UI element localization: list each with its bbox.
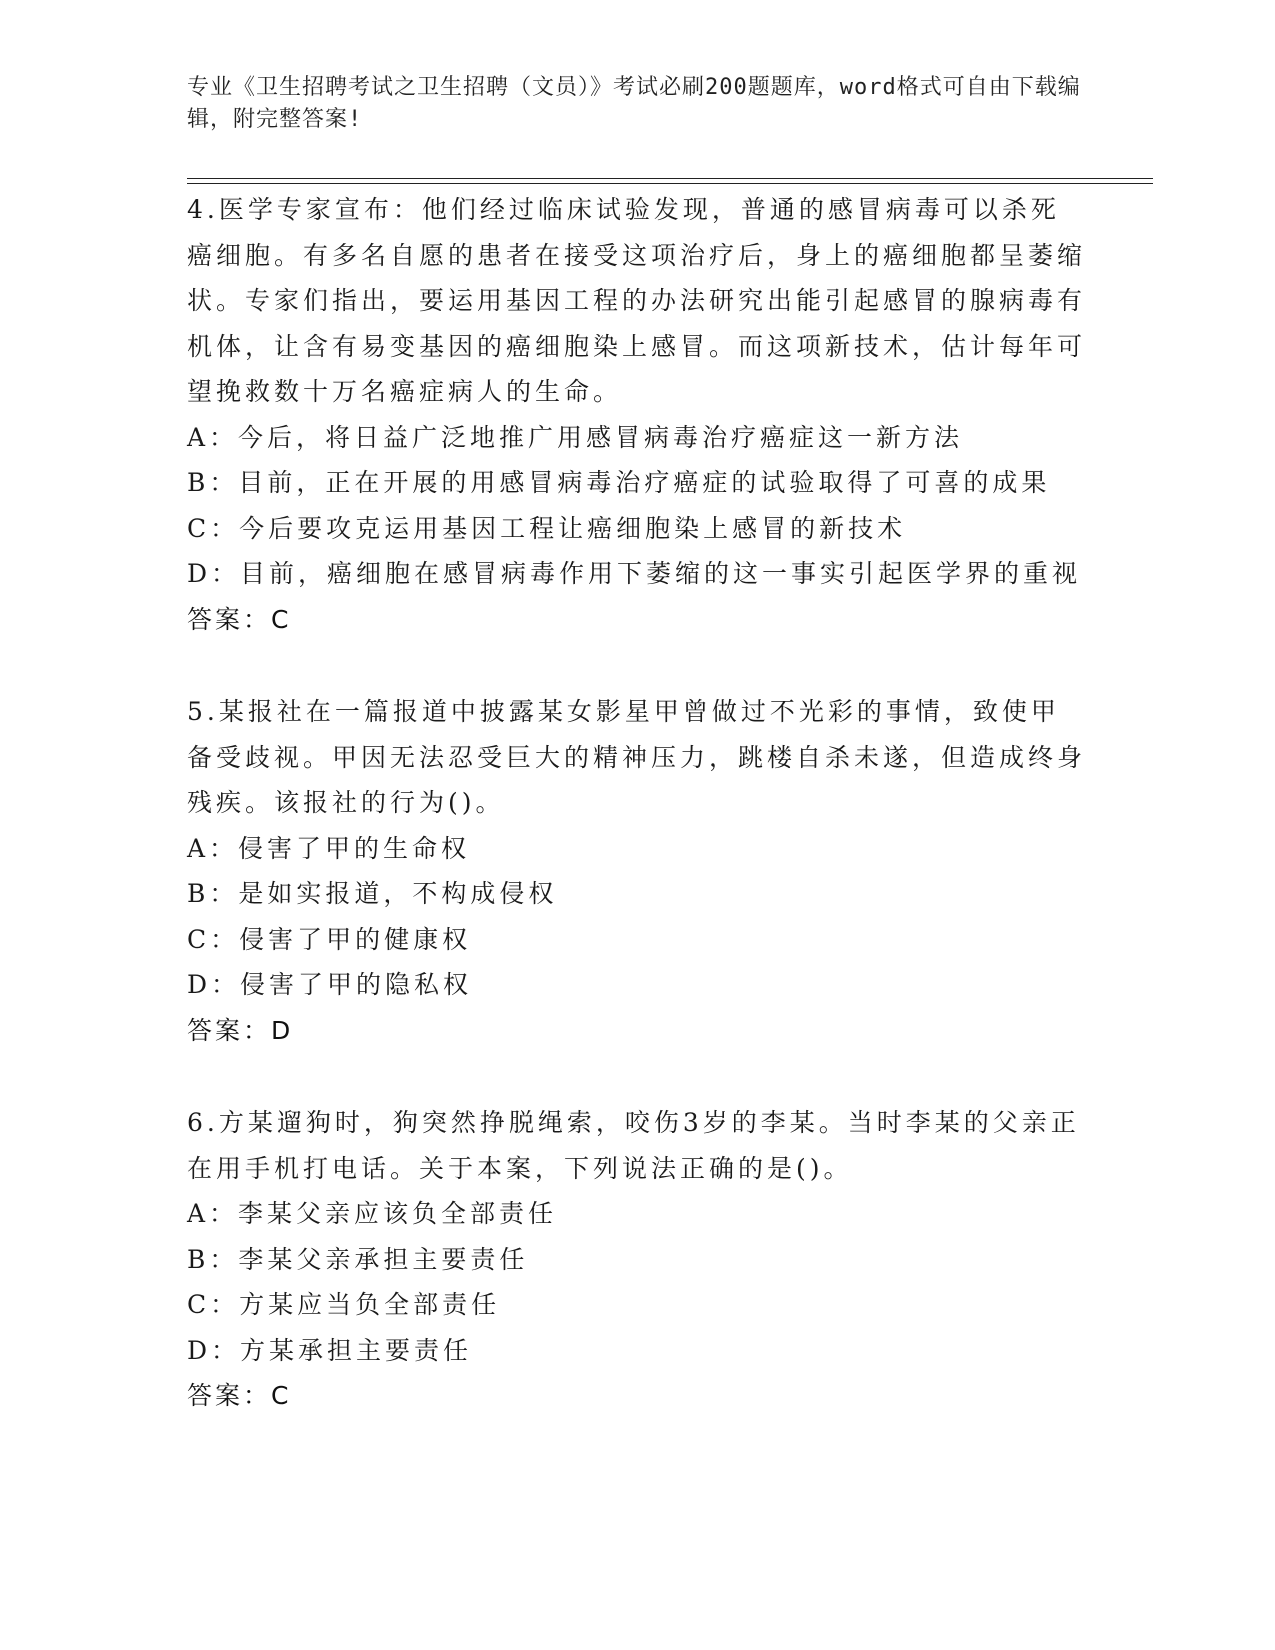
option-d: D：方某承担主要责任 [187,1335,473,1365]
option-b: B：是如实报道，不构成侵权 [187,879,558,908]
answer-line: 答案：C [187,604,292,634]
option-c: C：方某应当负全部责任 [187,1290,501,1319]
question-5 [187,689,1087,1053]
question-stem: 6.方某遛狗时，狗突然挣脱绳索，咬伤3岁的李某。当时李某的父亲正在用手机打电话。关于本案，下列说法正确的是()。 [187,1108,1080,1183]
header-rule-top [187,178,1153,179]
document-header: 专业《卫生招聘考试之卫生招聘（文员）》考试必刷200题题库，word格式可自由下载编辑，附完整答案! [187,75,1081,132]
option-c: C：今后要攻克运用基因工程让癌细胞染上感冒的新技术 [187,513,907,543]
option-d: D：目前，癌细胞在感冒病毒作用下萎缩的这一事实引起医学界的重视 [187,559,1082,588]
option-a: A：李某父亲应该负全部责任 [187,1199,558,1228]
option-d: D：侵害了甲的隐私权 [187,970,473,999]
question-stem: 5.某报社在一篇报道中披露某女影星甲曾做过不光彩的事情，致使甲备受歧视。甲因无法忍受巨大的精神压力，跳楼自杀未遂，但造成终身残疾。该报社的行为()。 [187,697,1087,817]
option-b: B：李某父亲承担主要责任 [187,1244,529,1274]
option-b: B：目前，正在开展的用感冒病毒治疗癌症的试验取得了可喜的成果 [187,468,1051,497]
header-rule-bottom [187,183,1153,184]
question-list [187,187,1087,1419]
option-a: A：侵害了甲的生命权 [187,833,471,863]
question-spacer [187,1053,1087,1100]
option-a: A：今后，将日益广泛地推广用感冒病毒治疗癌症这一新方法 [187,422,964,452]
answer-line: 答案：D [187,1015,294,1045]
question-4 [187,187,1087,642]
answer-line: 答案：C [187,1381,292,1410]
question-spacer [187,642,1087,689]
question-6 [187,1100,1087,1419]
option-c: C：侵害了甲的健康权 [187,924,472,954]
question-stem: 4.医学专家宣布：他们经过临床试验发现，普通的感冒病毒可以杀死癌细胞。有多名自愿的患者在接受这项治疗后，身上的癌细胞都呈萎缩状。专家们指出，要运用基因工程的办法研究出能引起感冒的腺病毒有机体，让含有易变基因的癌细胞染上感冒。而这项新技术，估计每年可望挽救数十万名癌症病人的生命。 [187,195,1087,406]
